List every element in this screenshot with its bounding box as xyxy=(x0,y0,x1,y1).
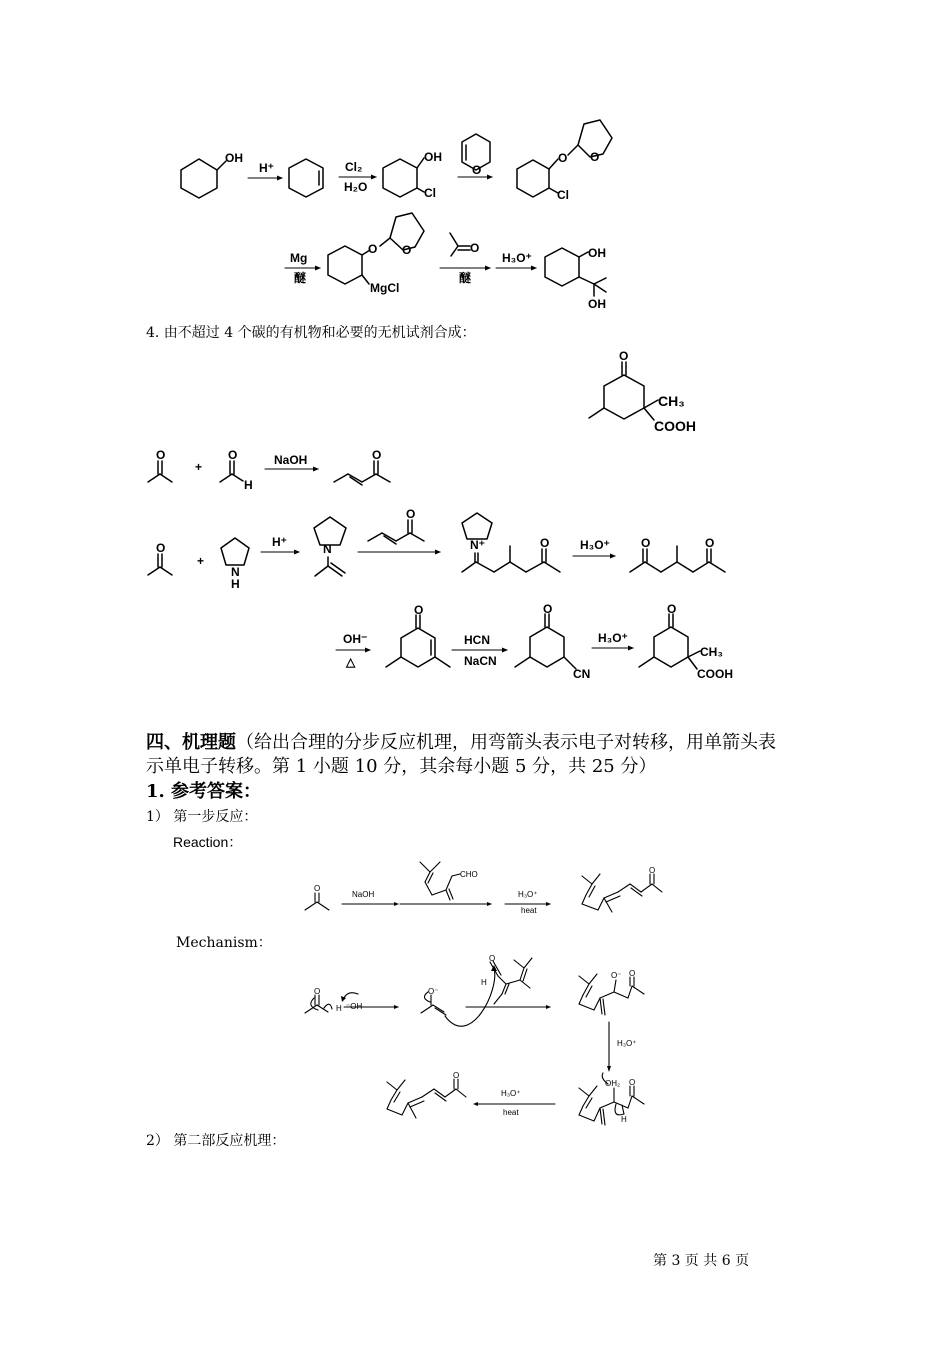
svg-text:Cl: Cl xyxy=(424,186,436,200)
svg-text:+: + xyxy=(197,554,205,568)
svg-text:CHO: CHO xyxy=(460,870,478,879)
svg-text:Cl: Cl xyxy=(557,188,569,202)
question-4-title: 4. 由不超过 4 个碳的有机物和必要的无机试剂合成： xyxy=(146,325,476,341)
section-heading-line2: 示单电子转移。第 1 小题 10 分，其余每小题 5 分，共 25 分） xyxy=(146,756,657,777)
svg-text:H₃O⁺: H₃O⁺ xyxy=(518,890,538,899)
step1-aldol xyxy=(148,448,390,492)
svg-text:N: N xyxy=(323,542,332,556)
svg-text:heat: heat xyxy=(521,906,537,915)
svg-text:NaOH: NaOH xyxy=(352,890,375,899)
svg-text:O: O xyxy=(228,448,238,462)
svg-text:O⁻: O⁻ xyxy=(611,971,622,980)
svg-text:⁻OH: ⁻OH xyxy=(346,1002,363,1011)
svg-text:heat: heat xyxy=(503,1108,519,1117)
svg-text:O: O xyxy=(372,448,382,462)
arrow-cl2 xyxy=(339,160,377,194)
svg-text:Cl₂: Cl₂ xyxy=(345,160,363,174)
svg-text:O: O xyxy=(368,242,378,256)
svg-text:O: O xyxy=(629,1078,636,1087)
svg-text:醚: 醚 xyxy=(459,271,472,285)
svg-text:H₃O⁺: H₃O⁺ xyxy=(617,1039,637,1048)
svg-text:O: O xyxy=(641,536,651,550)
svg-text:O: O xyxy=(472,163,482,177)
svg-text:O: O xyxy=(156,541,166,555)
svg-text:醚: 醚 xyxy=(294,271,307,285)
mechanism-scheme xyxy=(305,954,644,1125)
arrow-hplus xyxy=(248,161,283,181)
svg-text:H: H xyxy=(231,577,240,591)
svg-text:O: O xyxy=(489,954,496,963)
svg-text:H: H xyxy=(244,478,253,492)
svg-text:O: O xyxy=(156,448,166,462)
svg-text:H: H xyxy=(481,978,487,987)
svg-text:NaCN: NaCN xyxy=(464,654,497,668)
svg-text:NaOH: NaOH xyxy=(274,453,308,467)
chlorohydrin xyxy=(383,150,442,200)
cyclohexanol xyxy=(181,151,243,198)
section-heading-rest: （给出合理的分步反应机理，用弯箭头表示电子对转移，用单箭头表 xyxy=(236,732,776,753)
thp-ether-chloride xyxy=(517,120,612,202)
svg-text:Mg: Mg xyxy=(290,251,308,265)
subquestion-2: 2） 第二部反应机理： xyxy=(146,1133,286,1149)
grignard-thp xyxy=(328,213,424,295)
section-heading-bold: 四、机理题 xyxy=(146,732,236,753)
dihydropyran-reagent xyxy=(458,134,493,180)
svg-text:H: H xyxy=(336,1004,342,1013)
svg-text:O: O xyxy=(705,536,715,550)
svg-text:H₃O⁺: H₃O⁺ xyxy=(502,251,532,265)
svg-text:O: O xyxy=(402,243,412,257)
svg-text:O: O xyxy=(406,507,416,521)
svg-text:O: O xyxy=(558,151,568,165)
svg-text:O: O xyxy=(314,987,321,996)
svg-text:O: O xyxy=(543,602,553,616)
svg-text:O: O xyxy=(629,969,636,978)
svg-text:COOH: COOH xyxy=(697,667,733,681)
svg-text:OH: OH xyxy=(424,150,442,164)
target-molecule xyxy=(589,349,696,434)
acetone-ether-arrow xyxy=(440,233,491,285)
subquestion-1: 1） 第一步反应： xyxy=(146,809,258,825)
svg-text:OH: OH xyxy=(588,246,606,260)
svg-text:O: O xyxy=(314,884,321,893)
arrow-mg xyxy=(285,251,321,285)
svg-text:H⁺: H⁺ xyxy=(259,161,274,175)
oh-label: OH xyxy=(225,151,243,165)
svg-text:CH₃: CH₃ xyxy=(658,393,685,409)
step2-enamine xyxy=(148,507,725,591)
svg-text:H₂O: H₂O xyxy=(344,180,368,194)
reaction-scheme xyxy=(305,862,662,915)
svg-text:O: O xyxy=(649,866,656,875)
svg-text:H₃O⁺: H₃O⁺ xyxy=(580,538,610,552)
svg-text:OH: OH xyxy=(588,297,606,311)
svg-text:N⁺: N⁺ xyxy=(470,538,485,552)
svg-text:O: O xyxy=(619,349,629,363)
svg-text:HCN: HCN xyxy=(464,633,490,647)
reaction-label: Reaction： xyxy=(173,834,243,850)
svg-text:H₃O⁺: H₃O⁺ xyxy=(598,631,628,645)
diol-product xyxy=(545,246,606,311)
svg-text:H⁺: H⁺ xyxy=(272,535,287,549)
svg-text:O: O xyxy=(540,536,550,550)
answer-heading: 1. 参考答案： xyxy=(146,781,262,802)
section-heading xyxy=(146,728,776,754)
svg-text:O: O xyxy=(470,241,480,255)
page-footer: 第 3 页 共 6 页 xyxy=(653,1253,750,1269)
svg-text:H₃O⁺: H₃O⁺ xyxy=(501,1089,521,1098)
svg-text:CN: CN xyxy=(573,667,591,681)
svg-text:△: △ xyxy=(346,655,356,669)
svg-text:O: O xyxy=(590,150,600,164)
svg-text:COOH: COOH xyxy=(654,418,696,434)
svg-text:N: N xyxy=(231,565,240,579)
mechanism-label: Mechanism： xyxy=(176,935,272,951)
svg-text:MgCl: MgCl xyxy=(370,281,400,295)
svg-text:O⁻: O⁻ xyxy=(428,987,439,996)
svg-text:OH₂: OH₂ xyxy=(605,1079,621,1088)
svg-text:+: + xyxy=(195,460,203,474)
svg-text:H: H xyxy=(621,1115,627,1124)
svg-text:O: O xyxy=(414,603,424,617)
arrow-h3o-row2 xyxy=(496,251,537,271)
step3-cyclization xyxy=(336,602,733,681)
cyclohexene xyxy=(289,159,323,197)
svg-text:O: O xyxy=(667,602,677,616)
svg-text:OH⁻: OH⁻ xyxy=(343,632,368,646)
svg-text:CH₃: CH₃ xyxy=(700,645,723,659)
svg-text:O: O xyxy=(453,1071,460,1080)
